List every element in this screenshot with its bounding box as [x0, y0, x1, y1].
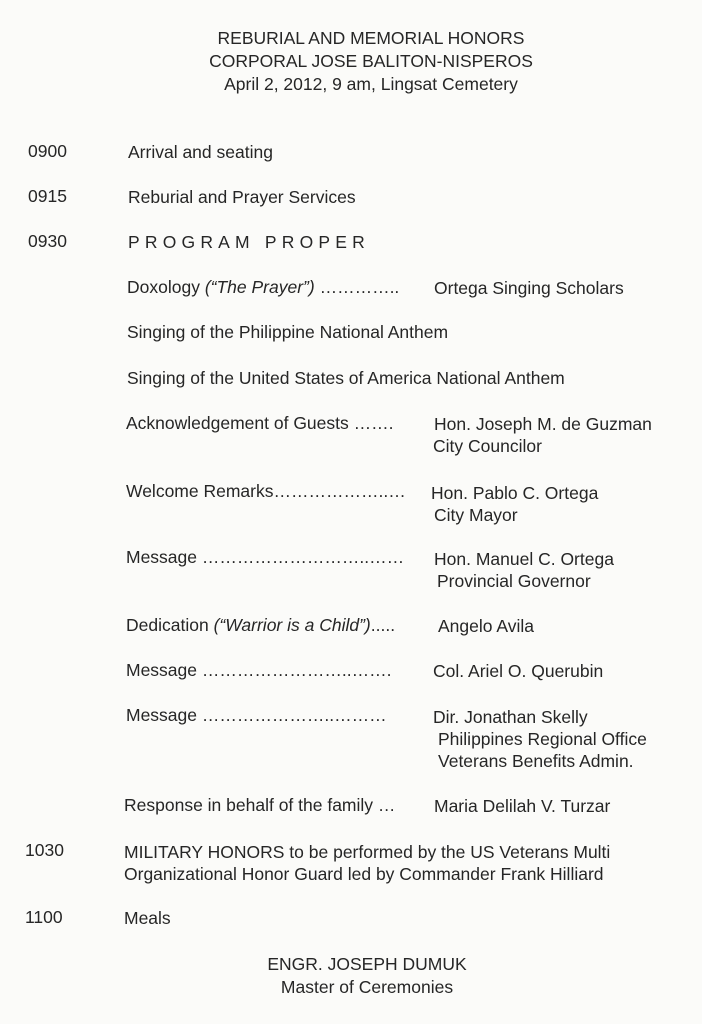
speaker-name: Hon. Joseph M. de Guzman	[434, 414, 652, 434]
speaker-title: City Mayor	[434, 505, 518, 525]
message-skelly-speaker	[433, 706, 647, 772]
doxology-label: Doxology	[127, 277, 205, 297]
dedication-performer: Angelo Avila	[438, 616, 535, 636]
document-title: REBURIAL AND MEMORIAL HONORS	[217, 28, 525, 48]
time-0900: 0900	[28, 141, 67, 161]
response-speaker: Maria Delilah V. Turzar	[434, 796, 611, 816]
doxology-song: (“The Prayer”)	[204, 277, 315, 297]
program-item-ph-anthem: Singing of the Philippine National Anthem	[127, 322, 449, 342]
speaker-title: Philippines Regional Office	[438, 729, 647, 749]
program-item-us-anthem: Singing of the United States of America National Anthem	[127, 368, 565, 388]
speaker-name: Hon. Manuel C. Ortega	[434, 549, 614, 569]
time-1030: 1030	[25, 840, 64, 860]
honoree-name: CORPORAL JOSE BALITON-NISPEROS	[209, 51, 533, 71]
message-querubin-speaker: Col. Ariel O. Querubin	[433, 661, 604, 681]
program-item-message-querubin: Message ……………………..…….	[126, 660, 392, 680]
program-item-message-skelly: Message …………………..………	[126, 705, 387, 725]
military-honors-line: MILITARY HONORS to be performed by the US Veterans Multi	[124, 842, 611, 862]
program-item-message-governor: Message ………………………..……	[126, 547, 405, 567]
acknowledgement-speaker	[434, 413, 652, 457]
speaker-title: City Councilor	[433, 436, 542, 456]
doxology-performer: Ortega Singing Scholars	[434, 278, 624, 298]
program-proper-heading: PROGRAM PROPER	[128, 232, 370, 252]
speaker-name: Dir. Jonathan Skelly	[433, 707, 588, 727]
schedule-item-reburial: Reburial and Prayer Services	[128, 187, 356, 207]
military-honors-line: Organizational Honor Guard led by Commander Frank Hilliard	[124, 864, 604, 884]
leader-dots: .....	[370, 615, 396, 635]
event-date-location: April 2, 2012, 9 am, Lingsat Cemetery	[224, 74, 518, 94]
schedule-item-meals: Meals	[124, 908, 171, 928]
message-governor-speaker	[434, 548, 614, 592]
program-item-response: Response in behalf of the family …	[124, 795, 396, 815]
speaker-name: Hon. Pablo C. Ortega	[431, 483, 599, 503]
time-1100: 1100	[25, 907, 63, 927]
emcee-role: Master of Ceremonies	[280, 977, 454, 997]
time-0915: 0915	[28, 186, 67, 206]
program-item-acknowledgement: Acknowledgement of Guests …….	[126, 413, 394, 433]
program-item-dedication	[126, 615, 395, 636]
dedication-label: Dedication	[126, 615, 214, 635]
dedication-song: (“Warrior is a Child”)	[213, 615, 371, 635]
speaker-title: Veterans Benefits Admin.	[438, 751, 634, 771]
program-item-welcome: Welcome Remarks………………..…	[126, 481, 406, 501]
leader-dots: …………..	[314, 277, 400, 297]
schedule-item-arrival: Arrival and seating	[128, 142, 273, 162]
military-honors	[124, 841, 610, 885]
time-0930: 0930	[28, 231, 67, 251]
emcee-name: ENGR. JOSEPH DUMUK	[267, 954, 467, 974]
program-item-doxology	[127, 277, 399, 298]
speaker-title: Provincial Governor	[437, 571, 591, 591]
welcome-speaker	[431, 482, 598, 526]
